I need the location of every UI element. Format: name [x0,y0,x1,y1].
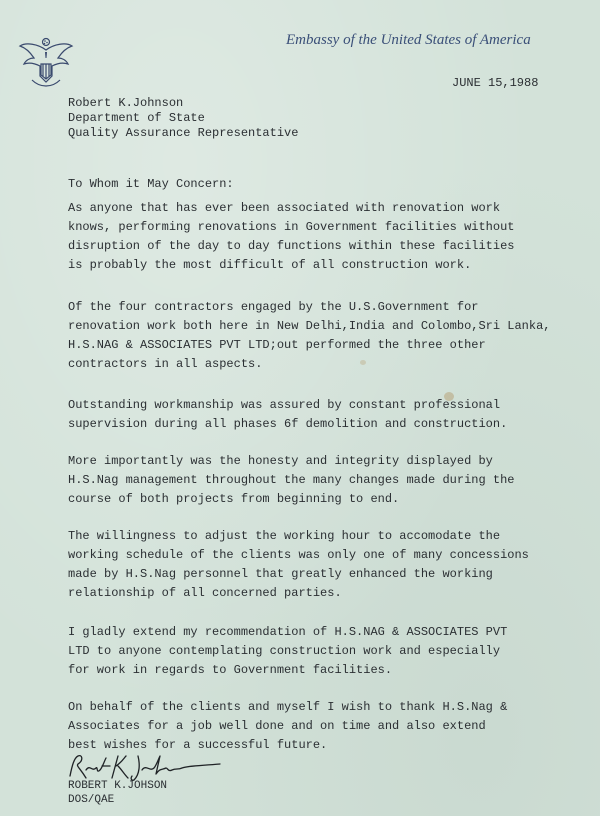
signer-title: DOS/QAE [68,794,115,806]
closing-block [68,779,167,807]
signer-name: ROBERT K.JOHSON [68,780,168,792]
great-seal-eagle-icon [18,36,74,88]
paragraph-7 [68,698,588,755]
paragraph-line: Of the four contractors engaged by the U.S.Government for [68,300,479,314]
paragraph-line: supervision during all phases 6f demolition and construction. [68,417,508,431]
paragraph-line: is probably the most difficult of all construction work. [68,258,472,272]
paragraph-line: The willingness to adjust the working hour to accomodate the [68,529,501,543]
paragraph-line: knows, performing renovations in Government facilities without [68,220,515,234]
paragraph-line: contractors in all aspects. [68,357,263,371]
paragraph-line: working schedule of the clients was only one of many concessions [68,548,529,562]
paragraph-line: made by H.S.Nag personnel that greatly enhanced the working [68,567,493,581]
paper-stain [444,392,454,401]
paragraph-line: renovation work both here in New Delhi,India and Colombo,Sri Lanka, [68,319,551,333]
paragraph-6 [68,623,588,680]
paragraph-line: relationship of all concerned parties. [68,586,342,600]
paragraph-line: H.S.NAG & ASSOCIATES PVT LTD;out performed the three other [68,338,486,352]
sender-department: Department of State [68,111,205,125]
salutation: To Whom it May Concern: [68,177,234,191]
paragraph-line: H.S.Nag management throughout the many changes made during the [68,473,515,487]
paragraph-line: LTD to anyone contemplating construction work and especially [68,644,501,658]
paragraph-line: best wishes for a successful future. [68,738,328,752]
paragraph-line: As anyone that has ever been associated with renovation work [68,201,501,215]
paragraph-line: Associates for a job well done and on time and also extend [68,719,486,733]
paper-stain [360,360,366,365]
paragraph-4 [68,452,588,509]
sender-name: Robert K.Johnson [68,96,184,110]
paragraph-5 [68,527,588,603]
paragraph-line: disruption of the day to day functions within these facilities [68,239,515,253]
handwritten-signature [66,752,226,782]
paragraph-line: Outstanding workmanship was assured by constant professional [68,398,501,412]
paragraph-line: On behalf of the clients and myself I wish to thank H.S.Nag & [68,700,508,714]
paragraph-3 [68,396,588,434]
letterhead-title: Embassy of the United States of America [286,32,531,48]
sender-block [68,96,298,141]
letter-date: JUNE 15,1988 [452,76,539,90]
paragraph-line: More importantly was the honesty and integrity displayed by [68,454,493,468]
paragraph-2 [68,298,588,374]
paragraph-line: course of both projects from beginning to end. [68,492,400,506]
paragraph-line: for work in regards to Government facilities. [68,663,393,677]
sender-position: Quality Assurance Representative [68,126,299,140]
paragraph-1 [68,199,588,275]
paragraph-line: I gladly extend my recommendation of H.S.NAG & ASSOCIATES PVT [68,625,508,639]
